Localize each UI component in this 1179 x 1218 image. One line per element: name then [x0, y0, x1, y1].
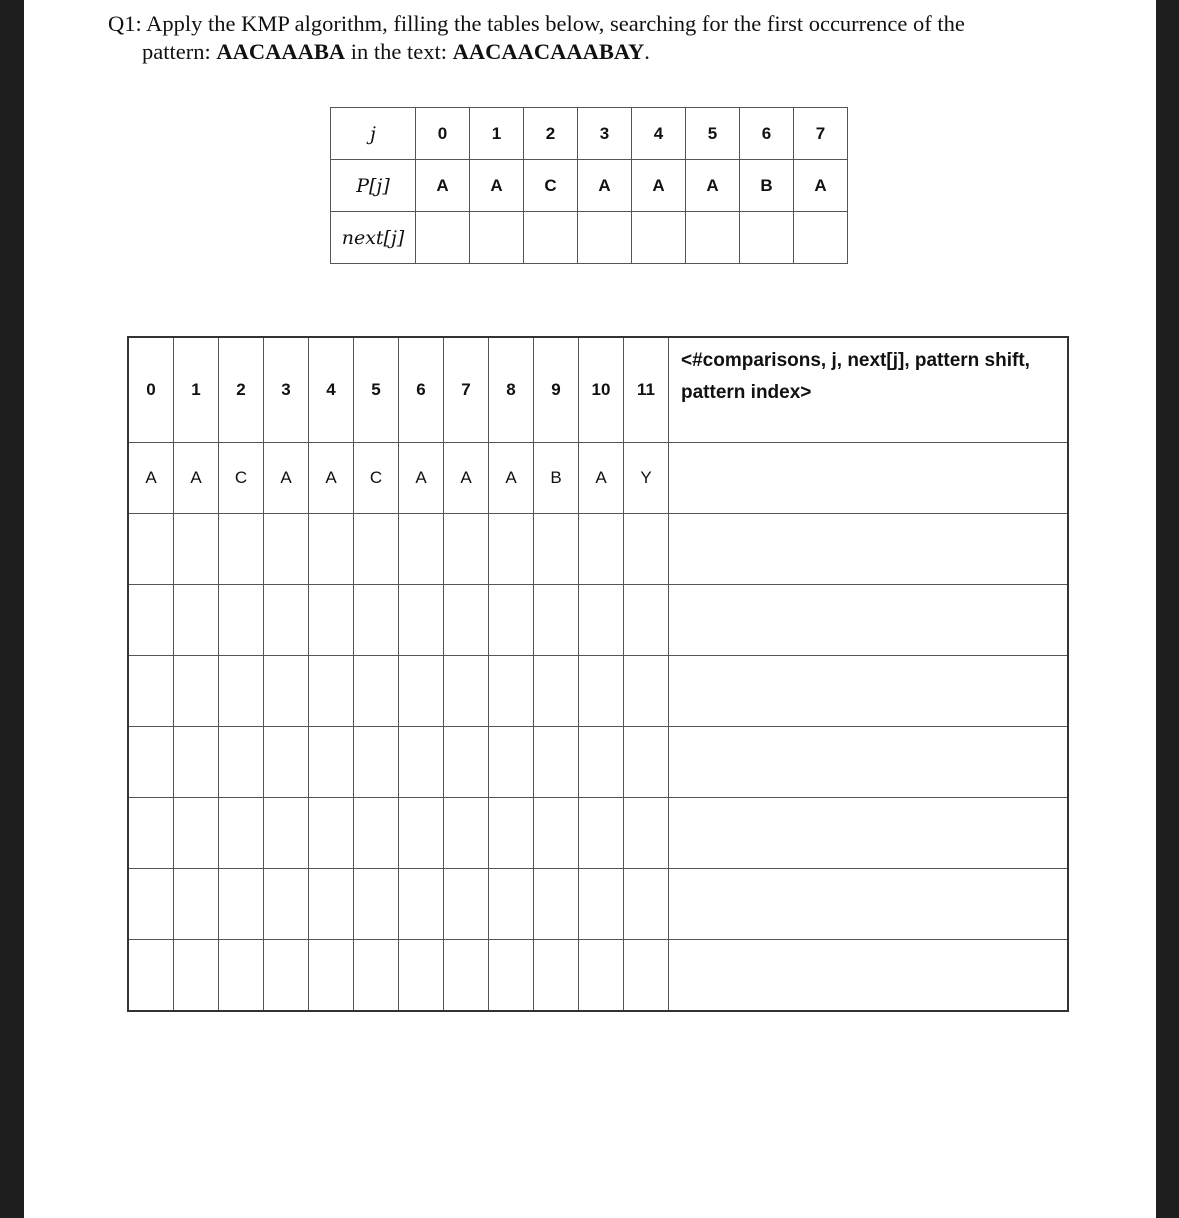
- comparison-note-cell[interactable]: [669, 443, 1069, 514]
- answer-cell[interactable]: [579, 514, 624, 585]
- answer-cell[interactable]: [309, 869, 354, 940]
- answer-cell[interactable]: [309, 727, 354, 798]
- answer-cell[interactable]: [624, 798, 669, 869]
- comparison-note-cell[interactable]: [669, 940, 1069, 1012]
- answer-cell[interactable]: [444, 585, 489, 656]
- answer-row: [128, 727, 1068, 798]
- comparison-note-cell[interactable]: [669, 656, 1069, 727]
- question-pattern: AACAAABA: [216, 39, 346, 64]
- answer-cell[interactable]: [354, 940, 399, 1012]
- text-char-cell: A: [174, 443, 219, 514]
- answer-cell[interactable]: [128, 869, 174, 940]
- answer-cell[interactable]: [219, 656, 264, 727]
- text-char-cell: C: [354, 443, 399, 514]
- pattern-index-cell: 5: [686, 108, 740, 160]
- answer-cell[interactable]: [534, 798, 579, 869]
- answer-cell[interactable]: [579, 727, 624, 798]
- answer-cell[interactable]: [444, 514, 489, 585]
- comparison-note-cell[interactable]: [669, 727, 1069, 798]
- pattern-char-cell: A: [632, 160, 686, 212]
- answer-cell[interactable]: [354, 585, 399, 656]
- answer-cell[interactable]: [128, 656, 174, 727]
- answer-cell[interactable]: [174, 869, 219, 940]
- text-index-cell: 9: [534, 337, 579, 443]
- pattern-index-cell: 1: [470, 108, 524, 160]
- answer-row: [128, 656, 1068, 727]
- comparison-note-cell[interactable]: [669, 798, 1069, 869]
- answer-cell[interactable]: [264, 940, 309, 1012]
- next-cell[interactable]: [470, 212, 524, 264]
- pattern-char-cell: C: [524, 160, 578, 212]
- answer-cell[interactable]: [219, 514, 264, 585]
- document-page: [24, 0, 1156, 1218]
- pattern-char-row: [331, 160, 848, 212]
- pattern-index-cell: 6: [740, 108, 794, 160]
- answer-cell[interactable]: [264, 727, 309, 798]
- question-search-text: AACAACAAABAY: [452, 39, 645, 64]
- next-cell[interactable]: [578, 212, 632, 264]
- question-period: .: [644, 39, 650, 64]
- comparison-note-header: <#comparisons, j, next[j], pattern shift, pattern index>: [669, 337, 1069, 443]
- answer-cell[interactable]: [489, 940, 534, 1012]
- answer-cell[interactable]: [534, 514, 579, 585]
- text-char-cell: A: [128, 443, 174, 514]
- answer-cell[interactable]: [309, 514, 354, 585]
- answer-cell[interactable]: [399, 727, 444, 798]
- text-char-cell: A: [264, 443, 309, 514]
- question-text-label: in the text:: [345, 39, 453, 64]
- text-index-cell: 5: [354, 337, 399, 443]
- answer-cell[interactable]: [128, 585, 174, 656]
- answer-cell[interactable]: [624, 585, 669, 656]
- answer-cell[interactable]: [354, 727, 399, 798]
- answer-cell[interactable]: [399, 940, 444, 1012]
- text-char-cell: A: [579, 443, 624, 514]
- pattern-char-cell: A: [794, 160, 848, 212]
- answer-cell[interactable]: [399, 798, 444, 869]
- question-line-2: [108, 38, 1108, 66]
- answer-cell[interactable]: [579, 869, 624, 940]
- comparison-note-cell[interactable]: [669, 585, 1069, 656]
- question-pattern-label: pattern:: [142, 39, 217, 64]
- answer-row: [128, 869, 1068, 940]
- pattern-char-cell: A: [470, 160, 524, 212]
- answer-cell[interactable]: [579, 798, 624, 869]
- answer-cell[interactable]: [489, 869, 534, 940]
- text-index-cell: 2: [219, 337, 264, 443]
- text-index-cell: 1: [174, 337, 219, 443]
- answer-cell[interactable]: [579, 940, 624, 1012]
- comparison-note-cell[interactable]: [669, 869, 1069, 940]
- text-table: [127, 336, 1069, 1012]
- answer-cell[interactable]: [399, 585, 444, 656]
- answer-cell[interactable]: [489, 727, 534, 798]
- text-index-cell: 6: [399, 337, 444, 443]
- answer-cell[interactable]: [444, 656, 489, 727]
- next-cell[interactable]: [416, 212, 470, 264]
- answer-cell[interactable]: [264, 585, 309, 656]
- pattern-index-cell: 7: [794, 108, 848, 160]
- answer-cell[interactable]: [309, 940, 354, 1012]
- answer-cell[interactable]: [264, 656, 309, 727]
- answer-cell[interactable]: [309, 798, 354, 869]
- text-index-cell: 0: [128, 337, 174, 443]
- pattern-index-cell: 4: [632, 108, 686, 160]
- answer-cell[interactable]: [219, 585, 264, 656]
- answer-cell[interactable]: [264, 869, 309, 940]
- answer-cell[interactable]: [534, 869, 579, 940]
- text-char-cell: Y: [624, 443, 669, 514]
- answer-cell[interactable]: [354, 869, 399, 940]
- answer-cell[interactable]: [624, 656, 669, 727]
- answer-cell[interactable]: [624, 869, 669, 940]
- pattern-char-cell: B: [740, 160, 794, 212]
- text-char-row: [128, 443, 1068, 514]
- answer-cell[interactable]: [579, 585, 624, 656]
- text-char-cell: A: [309, 443, 354, 514]
- answer-row: [128, 940, 1068, 1012]
- next-cell[interactable]: [686, 212, 740, 264]
- answer-cell[interactable]: [489, 798, 534, 869]
- text-index-cell: 10: [579, 337, 624, 443]
- answer-cell[interactable]: [534, 585, 579, 656]
- pattern-char-cell: A: [578, 160, 632, 212]
- answer-cell[interactable]: [219, 869, 264, 940]
- answer-cell[interactable]: [579, 656, 624, 727]
- answer-cell[interactable]: [219, 727, 264, 798]
- pattern-char-cell: A: [416, 160, 470, 212]
- answer-cell[interactable]: [264, 514, 309, 585]
- text-index-cell: 3: [264, 337, 309, 443]
- answer-cell[interactable]: [444, 940, 489, 1012]
- comparison-note-cell[interactable]: [669, 514, 1069, 585]
- pattern-index-cell: 0: [416, 108, 470, 160]
- answer-cell[interactable]: [399, 514, 444, 585]
- answer-cell[interactable]: [309, 656, 354, 727]
- pattern-index-cell: 3: [578, 108, 632, 160]
- answer-cell[interactable]: [219, 940, 264, 1012]
- answer-cell[interactable]: [534, 727, 579, 798]
- answer-cell[interactable]: [489, 514, 534, 585]
- answer-cell[interactable]: [444, 798, 489, 869]
- answer-cell[interactable]: [354, 798, 399, 869]
- answer-cell[interactable]: [534, 656, 579, 727]
- text-index-row: [128, 337, 1068, 443]
- answer-cell[interactable]: [174, 514, 219, 585]
- row-label-pj: P[j]: [331, 160, 416, 212]
- text-char-cell: A: [444, 443, 489, 514]
- text-char-cell: A: [489, 443, 534, 514]
- answer-cell[interactable]: [264, 798, 309, 869]
- answer-cell[interactable]: [309, 585, 354, 656]
- next-cell[interactable]: [632, 212, 686, 264]
- answer-cell[interactable]: [399, 869, 444, 940]
- answer-cell[interactable]: [354, 514, 399, 585]
- answer-row: [128, 514, 1068, 585]
- text-index-cell: 7: [444, 337, 489, 443]
- text-index-cell: 8: [489, 337, 534, 443]
- next-cell[interactable]: [524, 212, 578, 264]
- answer-cell[interactable]: [399, 656, 444, 727]
- answer-row: [128, 798, 1068, 869]
- answer-cell[interactable]: [624, 940, 669, 1012]
- answer-cell[interactable]: [354, 656, 399, 727]
- row-label-next: next[j]: [331, 212, 416, 264]
- text-char-cell: B: [534, 443, 579, 514]
- next-cell[interactable]: [740, 212, 794, 264]
- next-cell[interactable]: [794, 212, 848, 264]
- answer-cell[interactable]: [444, 727, 489, 798]
- next-row: [331, 212, 848, 264]
- question-line-1: Q1: Apply the KMP algorithm, filling the tables below, searching for the first occurrence of the: [108, 11, 965, 36]
- pattern-index-row: [331, 108, 848, 160]
- answer-cell[interactable]: [219, 798, 264, 869]
- answer-cell[interactable]: [128, 940, 174, 1012]
- answer-cell[interactable]: [534, 940, 579, 1012]
- answer-cell[interactable]: [128, 798, 174, 869]
- pattern-index-cell: 2: [524, 108, 578, 160]
- answer-cell[interactable]: [174, 940, 219, 1012]
- answer-cell[interactable]: [174, 656, 219, 727]
- question-text: [108, 10, 1108, 66]
- answer-cell[interactable]: [174, 727, 219, 798]
- answer-cell[interactable]: [489, 585, 534, 656]
- row-label-j: j: [331, 108, 416, 160]
- answer-cell[interactable]: [128, 514, 174, 585]
- answer-row: [128, 585, 1068, 656]
- answer-cell[interactable]: [444, 869, 489, 940]
- text-index-cell: 11: [624, 337, 669, 443]
- answer-cell[interactable]: [624, 514, 669, 585]
- text-char-cell: A: [399, 443, 444, 514]
- pattern-table: [330, 107, 848, 264]
- pattern-char-cell: A: [686, 160, 740, 212]
- answer-cell[interactable]: [128, 727, 174, 798]
- answer-cell[interactable]: [174, 585, 219, 656]
- text-index-cell: 4: [309, 337, 354, 443]
- text-char-cell: C: [219, 443, 264, 514]
- answer-cell[interactable]: [174, 798, 219, 869]
- answer-cell[interactable]: [624, 727, 669, 798]
- answer-cell[interactable]: [489, 656, 534, 727]
